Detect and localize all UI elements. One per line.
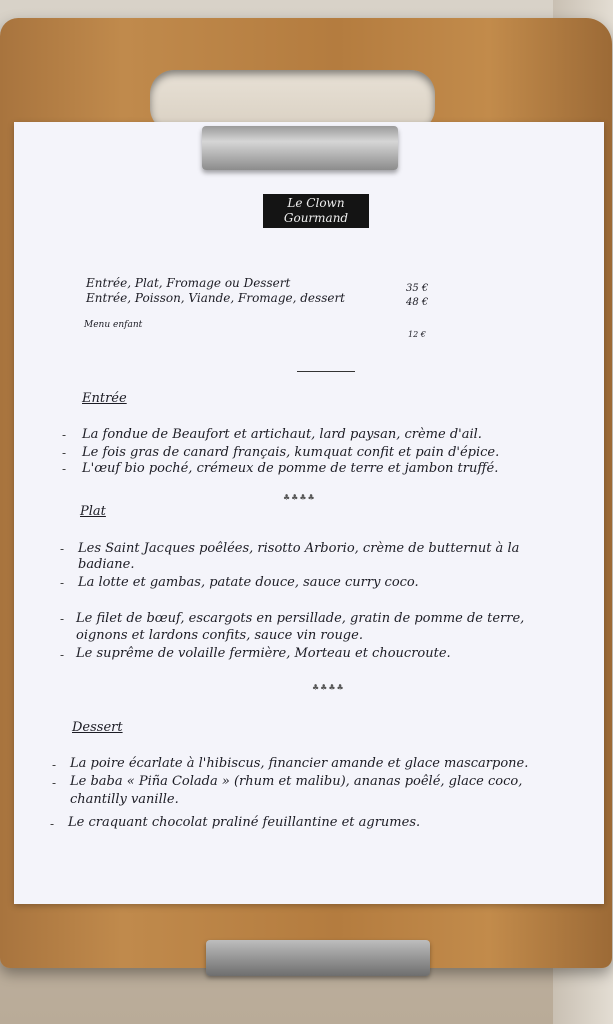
plat-item-3-line-2: oignons et lardons confits, sauce vin rouge.	[76, 628, 363, 643]
section-title-dessert: Dessert	[72, 720, 123, 735]
plat-item-1-line-2: badiane.	[78, 557, 135, 572]
plat-item-4: Le suprême de volaille fermière, Morteau et choucroute.	[76, 646, 451, 661]
entree-item-2: Le fois gras de canard français, kumquat confit et pain d'épice.	[82, 445, 500, 460]
dessert-item-2-line-2: chantilly vanille.	[70, 792, 179, 807]
bullet-dash: -	[62, 428, 67, 442]
bullet-dash: -	[50, 817, 55, 831]
plat-item-3-line-1: Le filet de bœuf, escargots en persillade, gratin de pomme de terre,	[76, 611, 525, 626]
bullet-dash: -	[62, 462, 67, 476]
plat-item-1-line-1: Les Saint Jacques poêlées, risotto Arborio, crème de butternut à la	[78, 541, 520, 556]
top-metal-clip	[202, 126, 398, 170]
kids-menu-price: 12 €	[408, 330, 426, 339]
dessert-item-3: Le craquant chocolat praliné feuillantine et agrumes.	[68, 815, 421, 830]
bottom-metal-clip	[206, 940, 430, 976]
formula-2-price: 48 €	[406, 297, 429, 308]
bullet-dash: -	[52, 758, 57, 772]
plat-item-2: La lotte et gambas, patate douce, sauce curry coco.	[78, 575, 419, 590]
section-title-entree: Entrée	[82, 391, 127, 406]
entree-item-1: La fondue de Beaufort et artichaut, lard paysan, crème d'ail.	[82, 427, 482, 442]
bullet-dash: -	[60, 648, 65, 662]
kids-menu-label: Menu enfant	[84, 320, 143, 330]
formula-1-label: Entrée, Plat, Fromage ou Dessert	[86, 276, 291, 290]
logo-line-2: Gourmand	[283, 211, 349, 225]
dessert-item-1: La poire écarlate à l'hibiscus, financier amande et glace mascarpone.	[70, 756, 529, 771]
bullet-dash: -	[52, 776, 57, 790]
bullet-dash: -	[60, 542, 65, 556]
logo-line-1: Le Clown	[287, 196, 345, 210]
formula-1-price: 35 €	[406, 283, 429, 294]
bullet-dash: -	[60, 576, 65, 590]
formula-2-label: Entrée, Poisson, Viande, Fromage, dessert	[86, 291, 346, 305]
section-title-plat: Plat	[80, 504, 106, 519]
divider-line	[297, 371, 355, 372]
bullet-dash: -	[60, 612, 65, 626]
dessert-item-2-line-1: Le baba « Piña Colada » (rhum et malibu), ananas poêlé, glace coco,	[70, 774, 523, 789]
section-separator-1: ♣♣♣♣	[283, 493, 316, 502]
bullet-dash: -	[62, 446, 67, 460]
entree-item-3: L'œuf bio poché, crémeux de pomme de terre et jambon truffé.	[82, 461, 499, 476]
restaurant-logo	[263, 194, 369, 228]
section-separator-2: ♣♣♣♣	[312, 683, 345, 692]
